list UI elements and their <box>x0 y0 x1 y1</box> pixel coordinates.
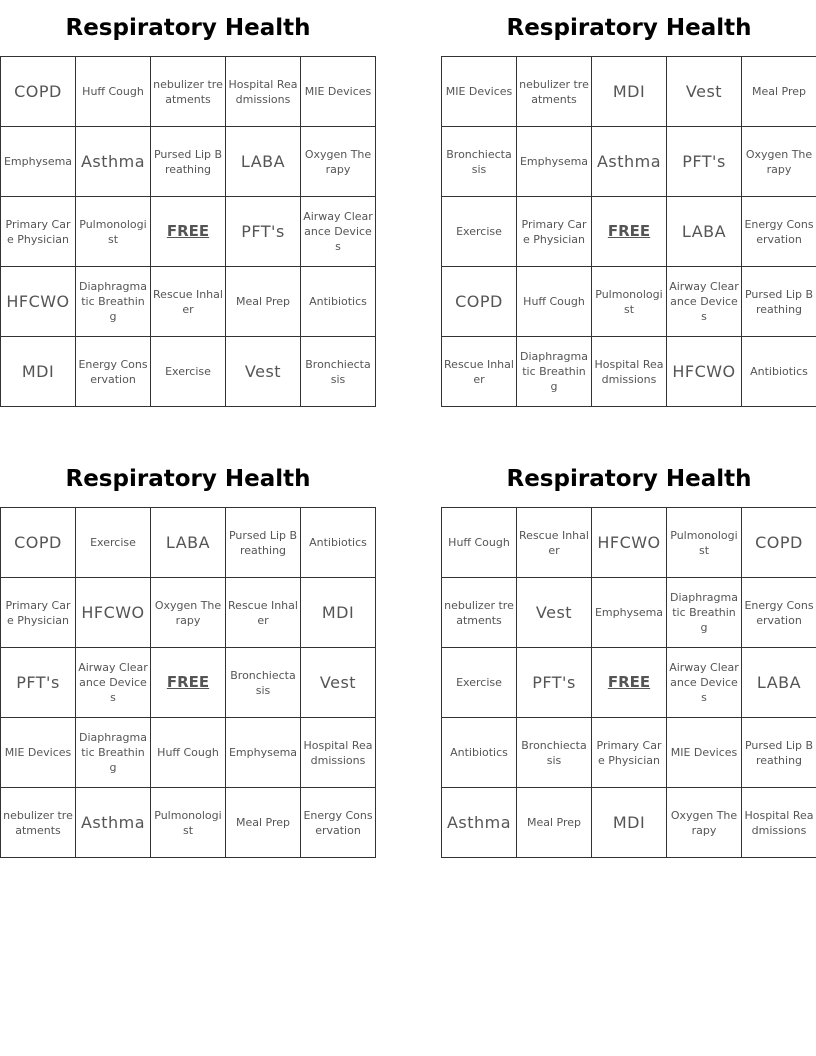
bingo-cell: Airway Clearance Devices <box>76 648 151 718</box>
bingo-cell: Antibiotics <box>301 508 376 578</box>
bingo-cell: Huff Cough <box>151 718 226 788</box>
bingo-cell: PFT's <box>1 648 76 718</box>
bingo-grid <box>441 507 816 858</box>
bingo-cell: COPD <box>742 508 816 578</box>
bingo-cell: Oxygen Therapy <box>301 127 376 197</box>
bingo-cell: Rescue Inhaler <box>442 337 517 407</box>
bingo-cell: Huff Cough <box>442 508 517 578</box>
bingo-card-3 <box>0 451 376 858</box>
bingo-cell: MDI <box>592 788 667 858</box>
bingo-cell: Primary Care Physician <box>517 197 592 267</box>
bingo-cell: Bronchiectasis <box>517 718 592 788</box>
bingo-cell: Exercise <box>151 337 226 407</box>
bingo-cell: HFCWO <box>592 508 667 578</box>
bingo-cell: Antibiotics <box>742 337 816 407</box>
free-space: FREE <box>151 648 226 718</box>
bingo-cell: Pulmonologist <box>592 267 667 337</box>
bingo-card-4 <box>441 451 816 858</box>
bingo-cell: MDI <box>592 57 667 127</box>
bingo-cell: COPD <box>1 57 76 127</box>
bingo-cell: Emphysema <box>1 127 76 197</box>
bingo-cell: LABA <box>151 508 226 578</box>
bingo-cell: Rescue Inhaler <box>226 578 301 648</box>
bingo-cell: Oxygen Therapy <box>667 788 742 858</box>
bingo-cell: PFT's <box>667 127 742 197</box>
free-space: FREE <box>592 648 667 718</box>
bingo-cell: LABA <box>742 648 816 718</box>
bingo-grid <box>0 507 376 858</box>
free-space: FREE <box>592 197 667 267</box>
bingo-cell: Meal Prep <box>517 788 592 858</box>
bingo-cell: Airway Clearance Devices <box>667 648 742 718</box>
bingo-cell: Bronchiectasis <box>301 337 376 407</box>
bingo-cell: Rescue Inhaler <box>151 267 226 337</box>
bingo-cell: Airway Clearance Devices <box>667 267 742 337</box>
bingo-cell: MIE Devices <box>442 57 517 127</box>
bingo-cell: Vest <box>667 57 742 127</box>
bingo-cell: Pursed Lip Breathing <box>226 508 301 578</box>
bingo-cell: nebulizer treatments <box>517 57 592 127</box>
bingo-cell: Energy Conservation <box>301 788 376 858</box>
bingo-cell: MIE Devices <box>1 718 76 788</box>
bingo-cell: Energy Conservation <box>742 578 816 648</box>
bingo-cell: LABA <box>667 197 742 267</box>
bingo-cell: nebulizer treatments <box>151 57 226 127</box>
bingo-cell: Asthma <box>592 127 667 197</box>
bingo-cell: Huff Cough <box>76 57 151 127</box>
bingo-cell: Meal Prep <box>226 788 301 858</box>
bingo-cell: Bronchiectasis <box>442 127 517 197</box>
bingo-cell: Vest <box>226 337 301 407</box>
bingo-cell: Hospital Readmissions <box>301 718 376 788</box>
card-title: Respiratory Health <box>506 15 752 41</box>
card-title: Respiratory Health <box>506 466 752 492</box>
bingo-grid <box>0 56 376 407</box>
bingo-cell: Bronchiectasis <box>226 648 301 718</box>
bingo-cell: Emphysema <box>226 718 301 788</box>
bingo-cell: Energy Conservation <box>76 337 151 407</box>
bingo-cell: Meal Prep <box>742 57 816 127</box>
bingo-cell: Vest <box>517 578 592 648</box>
bingo-cell: Primary Care Physician <box>1 578 76 648</box>
bingo-cell: HFCWO <box>667 337 742 407</box>
bingo-cell: Emphysema <box>517 127 592 197</box>
bingo-cell: Vest <box>301 648 376 718</box>
bingo-cell: nebulizer treatments <box>442 578 517 648</box>
bingo-cell: Diaphragmatic Breathing <box>76 718 151 788</box>
bingo-cell: Asthma <box>76 127 151 197</box>
bingo-cell: Primary Care Physician <box>592 718 667 788</box>
bingo-cell: MIE Devices <box>667 718 742 788</box>
bingo-cell: PFT's <box>226 197 301 267</box>
bingo-cell: HFCWO <box>76 578 151 648</box>
bingo-cell: Antibiotics <box>442 718 517 788</box>
bingo-cell: Exercise <box>442 197 517 267</box>
bingo-cell: LABA <box>226 127 301 197</box>
bingo-cell: Pulmonologist <box>151 788 226 858</box>
bingo-cell: Meal Prep <box>226 267 301 337</box>
bingo-card-2 <box>441 0 816 407</box>
bingo-cell: Airway Clearance Devices <box>301 197 376 267</box>
bingo-cell: MIE Devices <box>301 57 376 127</box>
free-space: FREE <box>151 197 226 267</box>
bingo-cell: Oxygen Therapy <box>742 127 816 197</box>
bingo-cell: Energy Conservation <box>742 197 816 267</box>
bingo-cell: Diaphragmatic Breathing <box>517 337 592 407</box>
bingo-cell: COPD <box>1 508 76 578</box>
bingo-cell: Primary Care Physician <box>1 197 76 267</box>
bingo-cell: Antibiotics <box>301 267 376 337</box>
bingo-cell: MDI <box>1 337 76 407</box>
bingo-grid <box>441 56 816 407</box>
bingo-cell: Pursed Lip Breathing <box>742 718 816 788</box>
bingo-cell: Hospital Readmissions <box>592 337 667 407</box>
card-title: Respiratory Health <box>65 15 311 41</box>
bingo-cell: Diaphragmatic Breathing <box>667 578 742 648</box>
bingo-cell: Pursed Lip Breathing <box>151 127 226 197</box>
bingo-cell: Hospital Readmissions <box>742 788 816 858</box>
bingo-cell: Rescue Inhaler <box>517 508 592 578</box>
bingo-cell: Hospital Readmissions <box>226 57 301 127</box>
bingo-cell: COPD <box>442 267 517 337</box>
bingo-cell: PFT's <box>517 648 592 718</box>
card-title: Respiratory Health <box>65 466 311 492</box>
bingo-cell: Exercise <box>442 648 517 718</box>
bingo-cell: Emphysema <box>592 578 667 648</box>
bingo-card-1 <box>0 0 376 407</box>
bingo-cell: Oxygen Therapy <box>151 578 226 648</box>
bingo-cell: Huff Cough <box>517 267 592 337</box>
bingo-cell: HFCWO <box>1 267 76 337</box>
bingo-cell: Asthma <box>76 788 151 858</box>
bingo-cell: Diaphragmatic Breathing <box>76 267 151 337</box>
bingo-cell: MDI <box>301 578 376 648</box>
bingo-cell: Pursed Lip Breathing <box>742 267 816 337</box>
bingo-cell: Pulmonologist <box>667 508 742 578</box>
bingo-cell: Pulmonologist <box>76 197 151 267</box>
bingo-cell: Asthma <box>442 788 517 858</box>
bingo-cell: nebulizer treatments <box>1 788 76 858</box>
bingo-cell: Exercise <box>76 508 151 578</box>
